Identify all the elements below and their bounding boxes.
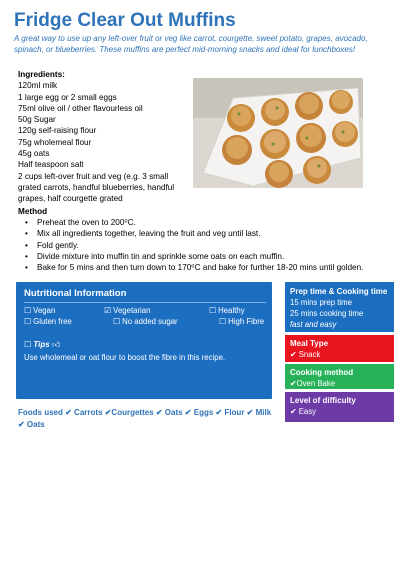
checkbox-icon[interactable]: ☐ xyxy=(24,340,32,349)
checkbox-checked-icon[interactable]: ☑ xyxy=(104,306,112,315)
ingredient-item: 45g oats xyxy=(18,149,50,159)
cooking-time: 25 mins cooking time xyxy=(290,309,364,318)
meal-type-card xyxy=(285,335,394,362)
method-step: • Divide mixture into muffin tin and sprinkle some oats on each muffin. xyxy=(28,251,388,262)
muffins-photo xyxy=(193,78,363,188)
foods-used: Foods used ✔ Carrots ✔Courgettes ✔ Oats ✔ Eggs ✔ Flour ✔ Milk ✔ Oats xyxy=(18,408,272,429)
speed-note: fast and easy xyxy=(290,320,337,329)
option-label: Vegetarian xyxy=(113,306,151,315)
ingredient-item: 120g self-raising flour xyxy=(18,126,97,136)
divider xyxy=(24,302,266,303)
method-step: • Mix all ingredients together, leaving the fruit and veg until last. xyxy=(28,228,388,239)
thumbs-up-icon: 👍︎ xyxy=(51,340,61,349)
checkbox-icon[interactable]: ☐ xyxy=(219,317,227,326)
tip-text: Use wholemeal or oat flour to boost the fibre in this recipe. xyxy=(24,353,226,362)
card-heading: Cooking method xyxy=(290,368,354,377)
prep-time: 15 mins prep time xyxy=(290,298,352,307)
method-step: • Fold gently. xyxy=(28,240,388,251)
method-heading: Method xyxy=(18,207,48,216)
card-heading: Meal Type xyxy=(290,339,329,348)
checkbox-icon[interactable]: ☐ xyxy=(209,306,217,315)
tips-label: Tips xyxy=(33,340,50,349)
cooking-method-value: ✔Oven Bake xyxy=(290,379,336,388)
page-title: Fridge Clear Out Muffins xyxy=(14,10,236,31)
tips-heading xyxy=(24,340,60,350)
option-vegan[interactable] xyxy=(24,306,55,315)
method-section xyxy=(18,206,388,273)
ingredients-section xyxy=(18,69,193,205)
ingredient-item: 75g wholemeal flour xyxy=(18,137,92,147)
option-label: Healthy xyxy=(218,306,245,315)
option-label: No added sugar xyxy=(122,317,178,326)
ingredient-item: 75ml olive oil / other flavourless oil xyxy=(18,103,143,113)
checkbox-icon[interactable]: ☐ xyxy=(24,317,32,326)
method-step: • Bake for 5 mins and then turn down to 170⁰C and bake for further 18-20 mins until golden. xyxy=(28,262,388,273)
nutrition-heading: Nutritional Information xyxy=(24,288,127,299)
option-label: Gluten free xyxy=(33,317,72,326)
difficulty-card xyxy=(285,392,394,422)
meal-type-value: ✔ Snack xyxy=(290,350,321,359)
ingredients-heading: Ingredients: xyxy=(18,70,65,79)
method-step: • Preheat the oven to 200⁰C. xyxy=(28,217,388,228)
card-heading: Prep time & Cooking time xyxy=(290,287,388,296)
prep-time-card xyxy=(285,282,394,332)
recipe-intro: A great way to use up any left-over fruit or veg like carrot, courgette, sweet potato, grapes, avocado, spinach, or blueberries. These muffins are perfect mid-morning snacks and ideal for lunchboxes! xyxy=(14,34,368,54)
option-healthy[interactable] xyxy=(209,306,245,315)
card-heading: Level of difficulty xyxy=(290,396,356,405)
ingredient-item: Half teaspoon salt xyxy=(18,160,84,170)
option-high-fibre[interactable] xyxy=(219,317,264,326)
option-gluten-free[interactable] xyxy=(24,317,72,326)
checkbox-icon[interactable]: ☐ xyxy=(24,306,32,315)
option-label: High Fibre xyxy=(228,317,265,326)
ingredient-item: 2 cups left-over fruit and veg (e.g. 3 small grated carrots, handful blueberries, handful grapes, half courgette grated xyxy=(18,171,175,204)
checkbox-icon[interactable]: ☐ xyxy=(113,317,121,326)
cooking-method-card xyxy=(285,364,394,389)
method-steps xyxy=(18,217,388,273)
option-label: Vegan xyxy=(33,306,56,315)
option-no-added-sugar[interactable] xyxy=(113,317,178,326)
option-vegetarian[interactable] xyxy=(104,306,150,315)
ingredient-item: 50g Sugar xyxy=(18,115,56,125)
ingredient-item: 120ml milk xyxy=(18,81,58,91)
ingredient-item: 1 large egg or 2 small eggs xyxy=(18,92,117,102)
difficulty-value: ✔ Easy xyxy=(290,407,317,416)
nutrition-panel xyxy=(16,282,272,399)
